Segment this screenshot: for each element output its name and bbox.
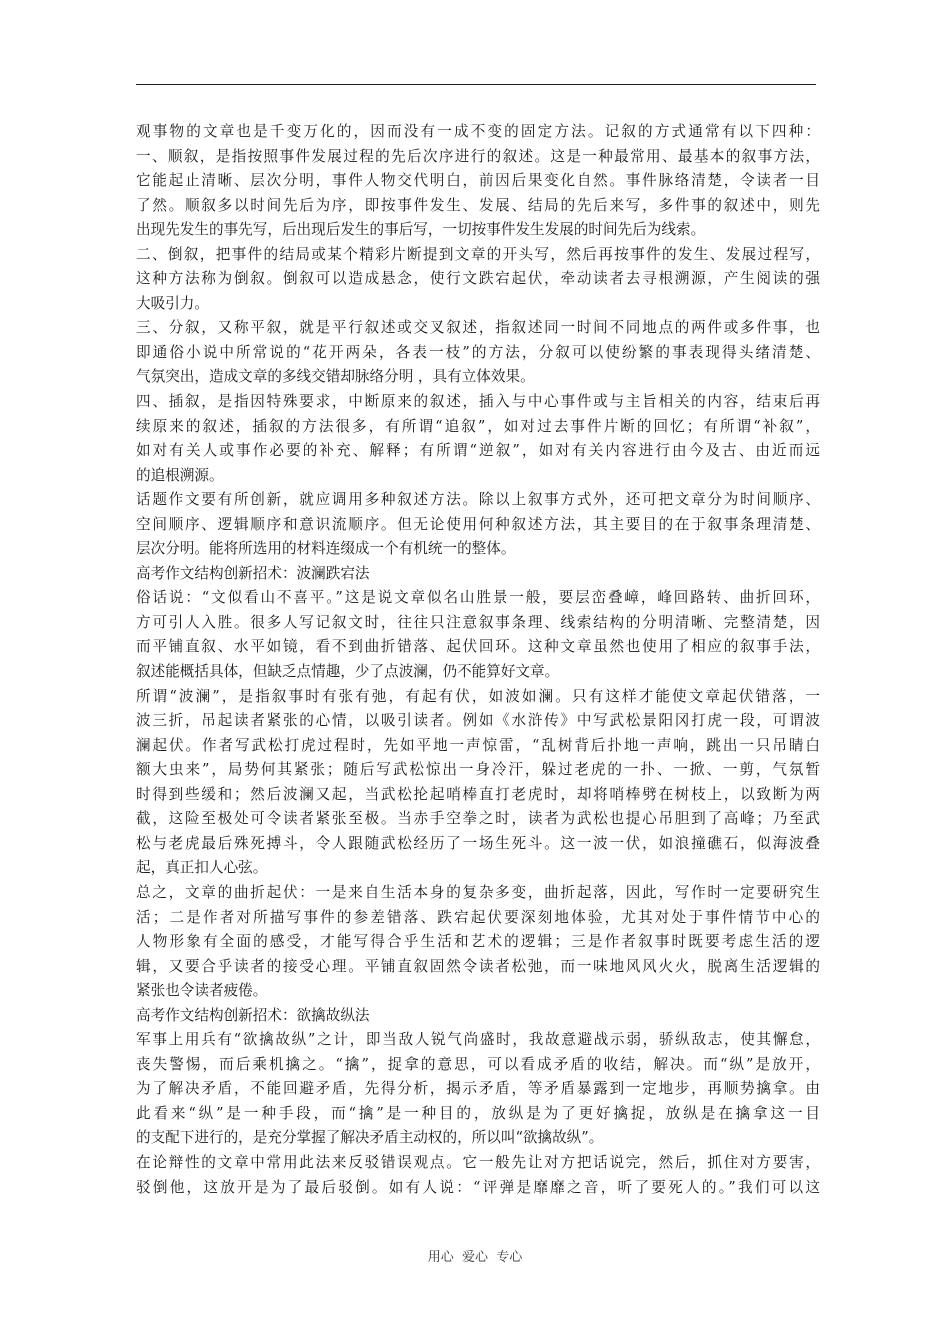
text-line: 三、分叙，又称平叙，就是平行叙述或交叉叙述，指叙述同一时间不同地点的两件或多件事，也 [136, 319, 820, 337]
text-line: 驳倒他，这放开是为了最后驳倒。如有人说：“评弹是靡靡之音，听了要死人的。”我们可以这 [136, 1178, 820, 1196]
text-line: 续原来的叙述，插叙的方法很多，有所谓“追叙”，如对过去事件片断的回忆；有所谓“补叙”， [136, 417, 820, 435]
text-line: 活；二是作者对所描写事件的参差错落、跌宕起伏要深刻地体验，尤其对处于事件情节中心的 [136, 908, 820, 926]
text-line: 军事上用兵有“欲擒故纵”之计，即当敌人锐气尚盛时，我故意避战示弱，骄纵敌志，使其懈怠， [136, 1031, 820, 1049]
text-line: 即通俗小说中所常说的“花开两朵，各表一枝”的方法，分叙可以使纷繁的事表现得头绪清楚、 [136, 343, 820, 361]
text-line: 观事物的文章也是千变万化的，因而没有一成不变的固定方法。记叙的方式通常有以下四种： [136, 123, 820, 140]
text-line: 出现先发生的事先写，后出现后发生的事后写，一切按事件发生发展的时间先后为线索。 [136, 221, 706, 239]
text-line: 丧失警惕，而后乘机擒之。“擒”，捉拿的意思，可以看成矛盾的收结，解决。而“纵”是放开， [136, 1055, 820, 1073]
text-line: 如对有关人或事作必要的补充、解释；有所谓“逆叙”，如对有关内容进行由今及古、由近而远 [136, 442, 820, 460]
text-line: 的追根溯源。 [136, 466, 224, 484]
text-line: 气氛突出，造成文章的多线交错却脉络分明 ，具有立体效果。 [136, 368, 535, 386]
text-line: 四、插叙，是指因特殊要求，中断原来的叙述，插入与中心事件或与主旨相关的内容，结束后再 [136, 393, 820, 411]
text-line: 方可引人入胜。很多人写记叙文时，往往只注意叙事条理、线索结构的分明清晰、完整清楚，因 [136, 613, 820, 631]
text-line: 所谓“波澜”，是指叙事时有张有弛，有起有伏，如波如澜。只有这样才能使文章起伏错落，一 [136, 687, 820, 705]
text-line: 高考作文结构创新招术：欲擒故纵法 [136, 1006, 370, 1024]
text-line: 大吸引力。 [136, 294, 209, 312]
text-line: 了然。顺叙多以时间先后为序，即按事件发生、发展、结局的先后来写，多件事的叙述中，则先 [136, 196, 820, 214]
text-line: 为了解决矛盾，不能回避矛盾，先得分析，揭示矛盾，等矛盾暴露到一定地步，再顺势擒拿。由 [136, 1080, 820, 1098]
text-line: 澜起伏。作者写武松打虎过程时，先如平地一声惊雷，“乱树背后扑地一声响，跳出一只吊睛白 [136, 736, 820, 754]
text-line: 它能起止清晰、层次分明，事件人物交代明白，前因后果变化自然。事件脉络清楚，令读者一目 [136, 172, 820, 190]
text-line: 而平铺直叙、水平如镜，看不到曲折错落、起伏回环。这种文章虽然也使用了相应的叙事手法， [136, 638, 820, 656]
text-line: 波三折，吊起读者紧张的心情，以吸引读者。例如《水浒传》中写武松景阳冈打虎一段，可谓波 [136, 712, 820, 730]
text-line: 在论辩性的文章中常用此法来反驳错误观点。它一般先让对方把话说完，然后，抓住对方要害， [136, 1153, 820, 1171]
text-line: 的支配下进行的，是充分掌握了解决矛盾主动权的，所以叫“欲擒故纵”。 [136, 1129, 604, 1147]
document-body [136, 120, 820, 1200]
text-line: 人物形象有全面的感受，才能写得合乎生活和艺术的逻辑；三是作者叙事时既要考虑生活的逻 [136, 933, 820, 951]
page-footer: 用心 爱心 专心 [427, 1250, 523, 1265]
text-line: 截，这险至极处可令读者紧张至极。当赤手空拳之时，读者为武松也提心吊胆到了高峰；乃至武 [136, 810, 820, 828]
text-line: 这种方法称为倒叙。倒叙可以造成悬念，使行文跌宕起伏，牵动读者去寻根溯源，产生阅读的强 [136, 270, 820, 288]
text-line: 一、顺叙，是指按照事件发展过程的先后次序进行的叙述。这是一种最常用、最基本的叙事方法， [136, 147, 820, 165]
text-line: 辑，又要合乎读者的接受心理。平铺直叙固然令读者松弛，而一味地风风火火，脱离生活逻辑的 [136, 957, 820, 975]
text-line: 总之，文章的曲折起伏：一是来自生活本身的复杂多变，曲折起落，因此，写作时一定要研究生 [136, 883, 820, 901]
text-line: 紧张也令读者疲倦。 [136, 982, 268, 1000]
text-line: 此看来“纵”是一种手段，而“擒”是一种目的，放纵是为了更好擒捉，放纵是在擒拿这一目 [136, 1104, 820, 1122]
text-line: 俗话说：“文似看山不喜平。”这是说文章似名山胜景一般，要层峦叠嶂，峰回路转、曲折回环， [136, 589, 820, 607]
text-line: 时得到些缓和；然后波澜又起，当武松抡起哨棒直打老虎时，却将哨棒劈在树枝上，以致断为两 [136, 785, 820, 803]
header-rule [136, 84, 816, 85]
text-line: 空间顺序、逻辑顺序和意识流顺序。但无论使用何种叙述方法，其主要目的在于叙事条理清楚、 [136, 515, 820, 533]
text-line: 层次分明。能将所选用的材料连缀成一个有机统一的整体。 [136, 540, 516, 558]
text-line: 话题作文要有所创新，就应调用多种叙述方法。除以上叙事方式外，还可把文章分为时间顺序、 [136, 491, 820, 509]
text-line: 额大虫来”，局势何其紧张；随后写武松惊出一身冷汗，躲过老虎的一扑、一掀、一剪，气氛暂 [136, 761, 820, 779]
text-line: 高考作文结构创新招术：波澜跌宕法 [136, 564, 370, 582]
text-line: 二、倒叙，把事件的结局或某个精彩片断提到文章的开头写，然后再按事件的发生、发展过程写， [136, 245, 820, 263]
text-line: 起，真正扣人心弦。 [136, 859, 268, 877]
text-line: 松与老虎最后殊死搏斗，令人跟随武松经历了一场生死斗。这一波一伏，如浪撞礁石，似海波叠 [136, 834, 820, 852]
text-line: 叙述能概括具体，但缺乏点情趣，少了点波澜，仍不能算好文章。 [136, 663, 560, 681]
